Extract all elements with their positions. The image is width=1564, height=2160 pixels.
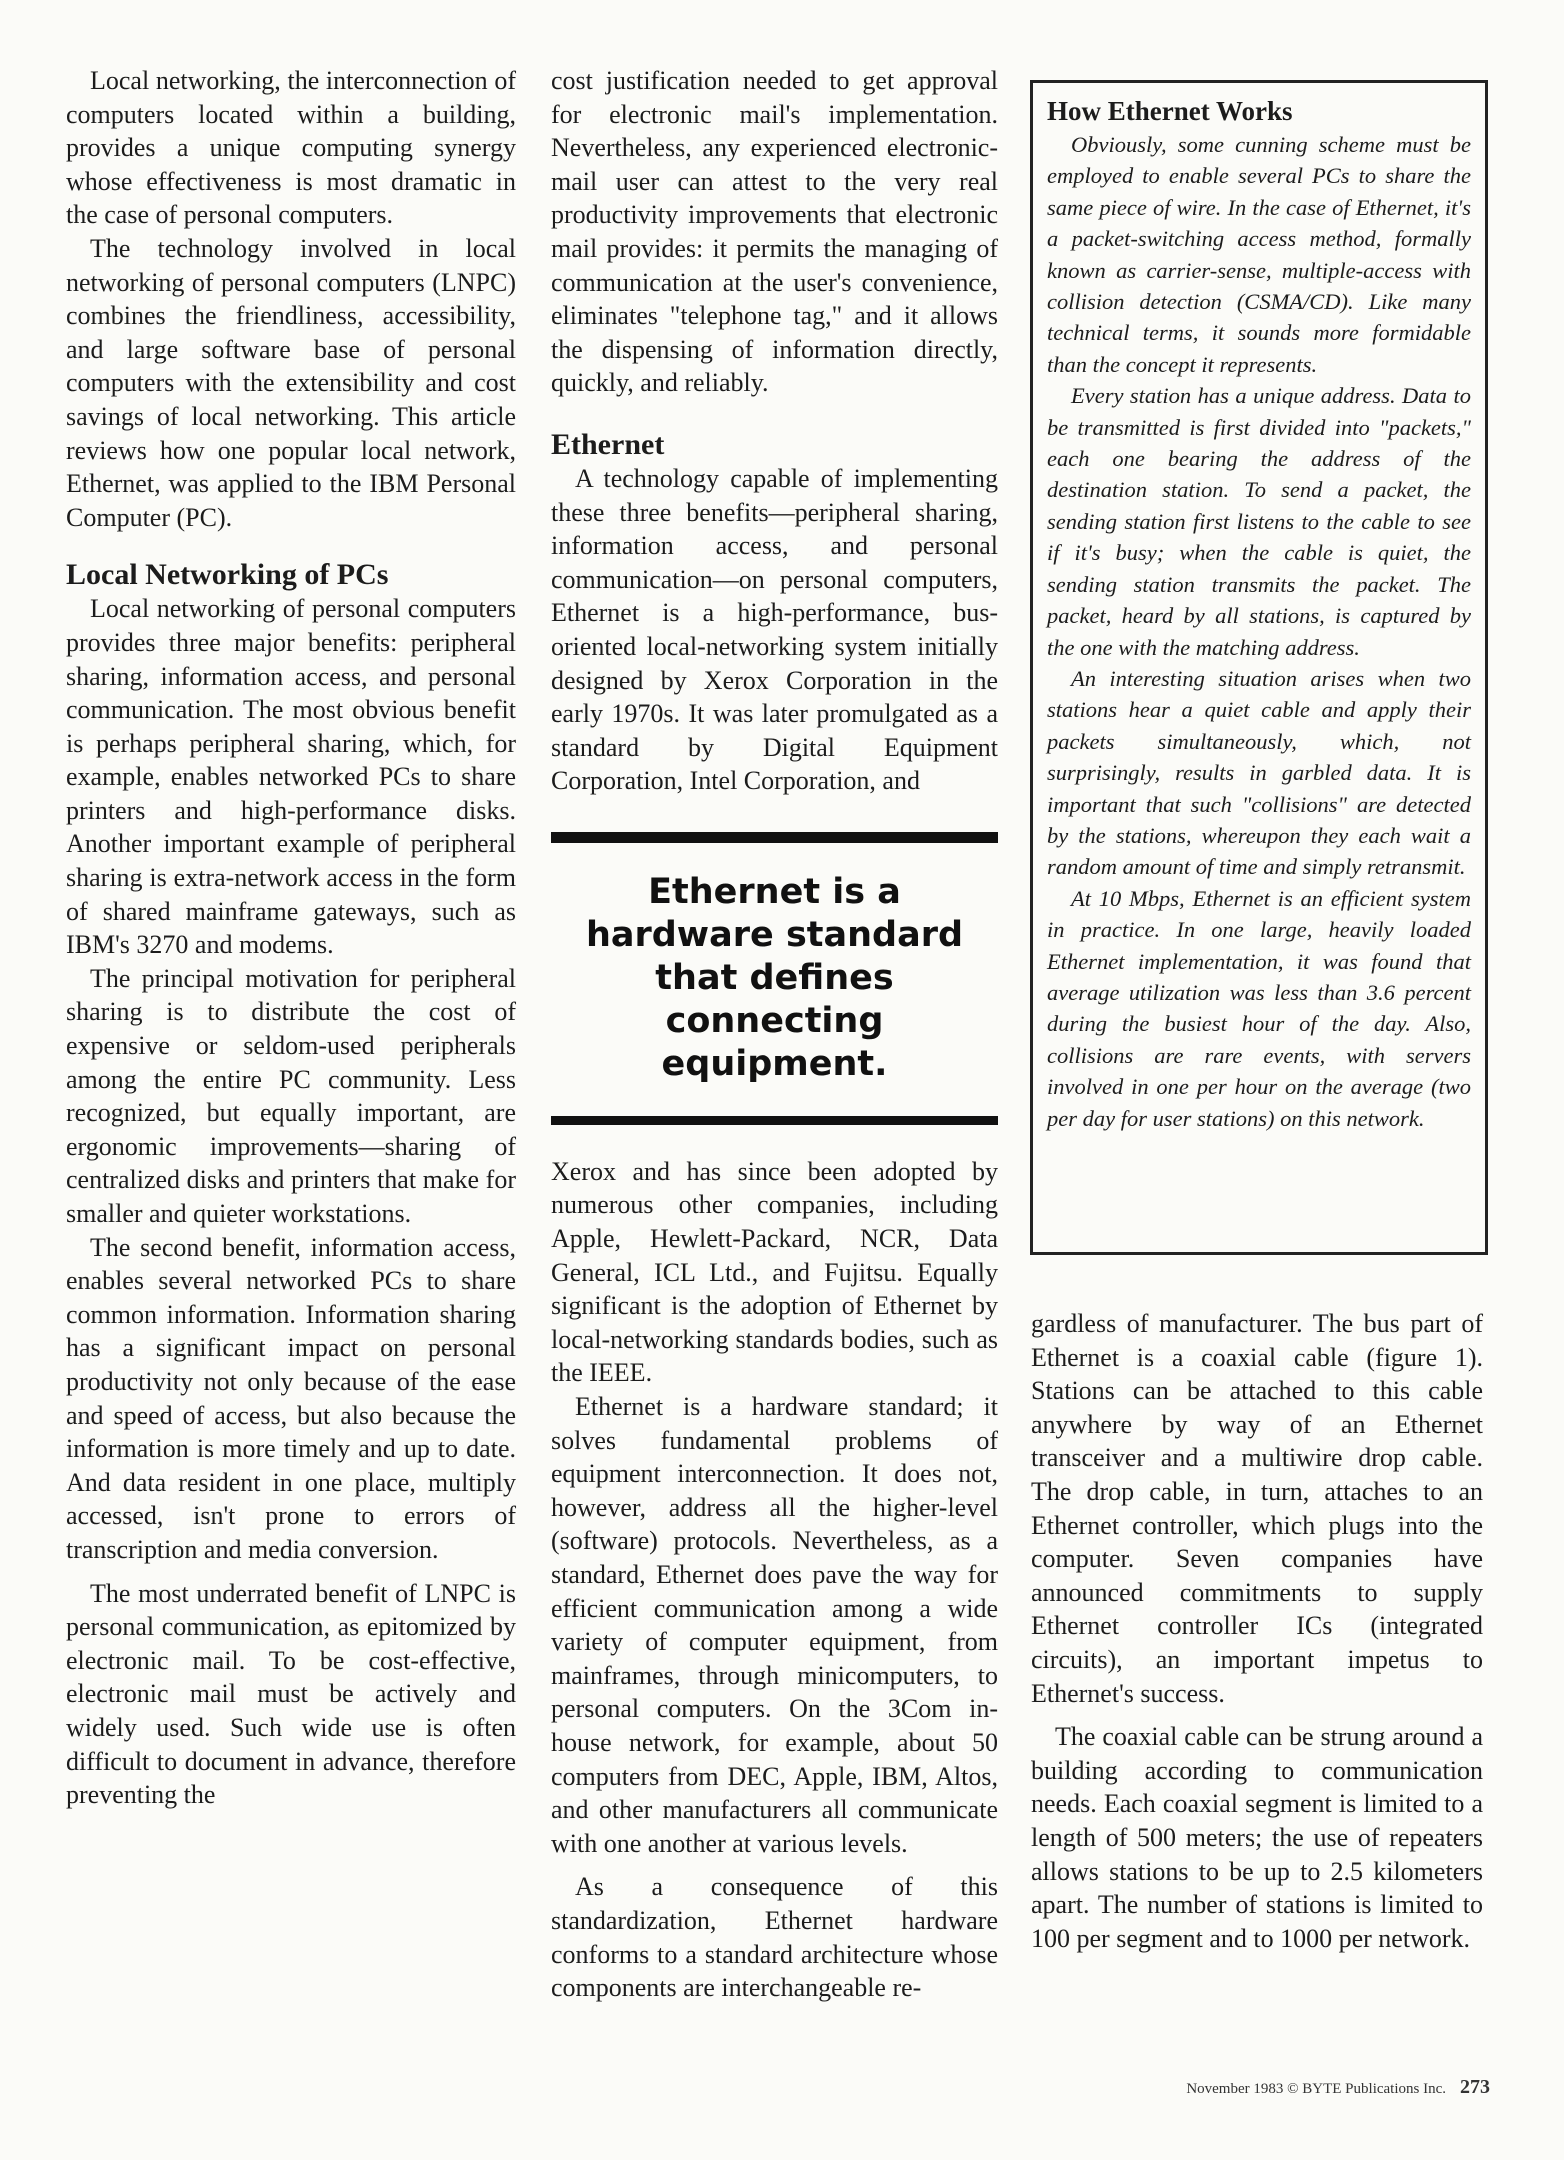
paragraph: Xerox and has since been adopted by numerous other companies, including Apple, Hewlett-Packard, NCR, Data General, ICL Ltd., and Fujitsu. Equally significant is the adoption of Ethernet by local-networking standards bodies, such as the IEEE.: [551, 1156, 998, 1388]
paragraph: As a consequence of this standardization, Ethernet hardware conforms to a standard architecture whose components are interchangeable re-: [551, 1872, 998, 2003]
paragraph: A technology capable of implementing these three benefits—peripheral sharing, information access, and personal communication—on personal computers, Ethernet is a high-performance, bus-oriented local-networking system initially designed by Xerox Corporation in the early 1970s. It was later promulgated as a standard by Digital Equipment Corporation, Intel Corporation, and: [551, 463, 998, 796]
section-heading: Local Networking of PCs: [66, 558, 389, 592]
article-column-3: [1031, 1307, 1483, 1955]
page-footer: [1100, 2076, 1490, 2099]
paragraph: The principal motivation for peripheral sharing is to distribute the cost of expensive or seldom-used peripherals among the entire PC community. Less recognized, but equally important, are ergonomic improvements—sharing of centralized disks and printers that make for smaller and quieter workstations.: [66, 963, 516, 1228]
paragraph: The most underrated benefit of LNPC is personal communication, as epitomized by electronic mail. To be cost-effective, electronic mail must be actively and widely used. Such wide use is often difficult to document in advance, therefore preventing the: [66, 1578, 516, 1810]
paragraph: The technology involved in local networking of personal computers (LNPC) combines the friendliness, accessibility, and large software base of personal computers with the extensibility and cost savings of local networking. This article reviews how one popular local network, Ethernet, was applied to the IBM Personal Computer (PC).: [66, 233, 516, 532]
section-heading: Ethernet: [551, 427, 665, 461]
paragraph: The second benefit, information access, enables several networked PCs to share common information. Information sharing has a significant impact on personal productivity not only because of the ease and speed of access, but also because the information is more timely and up to date. And data resident in one place, multiply accessed, isn't prone to errors of transcription and media conversion.: [66, 1232, 516, 1564]
sidebar-paragraph: Every station has a unique address. Data to be transmitted is first divided into "packets," each one bearing the address of the destination station. To send a packet, the sending station first listens to the cable to see if it's busy; when the cable is quiet, the sending station transmits the packet. The packet, heard by all stations, is captured by the one with the matching address.: [1047, 383, 1471, 660]
article-column-2: [551, 64, 998, 2005]
paragraph: Local networking, the interconnection of computers located within a building, provides a unique computing synergy whose effectiveness is most dramatic in the case of personal computers.: [66, 66, 516, 230]
sidebar-title: How Ethernet Works: [1047, 96, 1293, 126]
paragraph: Ethernet is a hardware standard; it solves fundamental problems of equipment interconnection. It does not, however, address all the higher-level (software) protocols. Nevertheless, as a standard, Ethernet does pave the way for efficient communication among a wide variety of computer equipment, from mainframes, through minicomputers, to personal computers. On the 3Com in-house network, for example, about 50 computers from DEC, Apple, IBM, Altos, and other manufacturers all communicate with one another at various levels.: [551, 1392, 998, 1858]
paragraph: gardless of manufacturer. The bus part of Ethernet is a coaxial cable (figure 1). Stations can be attached to this cable anywhere by way of an Ethernet transceiver and a multiwire drop cable. The drop cable, in turn, attaches to an Ethernet controller, which plugs into the computer. Seven companies have announced commitments to supply Ethernet controller ICs (integrated circuits), an important impetus to Ethernet's success.: [1031, 1309, 1483, 1708]
paragraph: The coaxial cable can be strung around a building according to communication needs. Each coaxial segment is limited to a length of 500 meters; the use of repeaters allows stations to be up to 2.5 kilometers apart. The number of stations is limited to 100 per segment and to 1000 per network.: [1031, 1722, 1483, 1953]
page-number: 273: [1460, 2076, 1490, 2098]
pull-quote: Ethernet is a hardware standard that defines connecting equipment.: [551, 832, 998, 1125]
article-column-1: [66, 64, 516, 1812]
sidebar-paragraph: An interesting situation arises when two stations hear a quiet cable and apply their packets simultaneously, which, not surprisingly, results in garbled data. It is important that such "collisions" are detected by the stations, whereupon they each wait a random amount of time and simply retransmit.: [1047, 665, 1471, 880]
paragraph: cost justification needed to get approval for electronic mail's implementation. Nevertheless, any experienced electronic-mail user can attest to the very real productivity improvements that electronic mail provides: it permits the managing of communication at the user's convenience, eliminates "telephone tag," and it allows the dispensing of information directly, quickly, and reliably.: [551, 66, 998, 398]
sidebar-paragraph: At 10 Mbps, Ethernet is an efficient system in practice. In one large, heavily loaded Ethernet implementation, it was found that average utilization was less than 3.6 percent during the busiest hour of the day. Also, collisions are rare events, with servers involved in one per hour on the average (two per day for user stations) on this network.: [1047, 885, 1471, 1131]
sidebar-paragraph: Obviously, some cunning scheme must be employed to enable several PCs to share the same piece of wire. In the case of Ethernet, it's a packet-switching access method, formally known as carrier-sense, multiple-access with collision detection (CSMA/CD). Like many technical terms, it sounds more formidable than the concept it represents.: [1047, 132, 1471, 377]
sidebar-box: [1030, 80, 1488, 1255]
copyright-line: November 1983 © BYTE Publications Inc.: [1186, 2081, 1446, 2097]
paragraph: Local networking of personal computers provides three major benefits: peripheral sharing, information access, and personal communication. The most obvious benefit is perhaps peripheral sharing, which, for example, enables networked PCs to share printers and high-performance disks. Another important example of peripheral sharing is extra-network access in the form of shared mainframe gateways, such as IBM's 3270 and modems.: [66, 594, 516, 960]
